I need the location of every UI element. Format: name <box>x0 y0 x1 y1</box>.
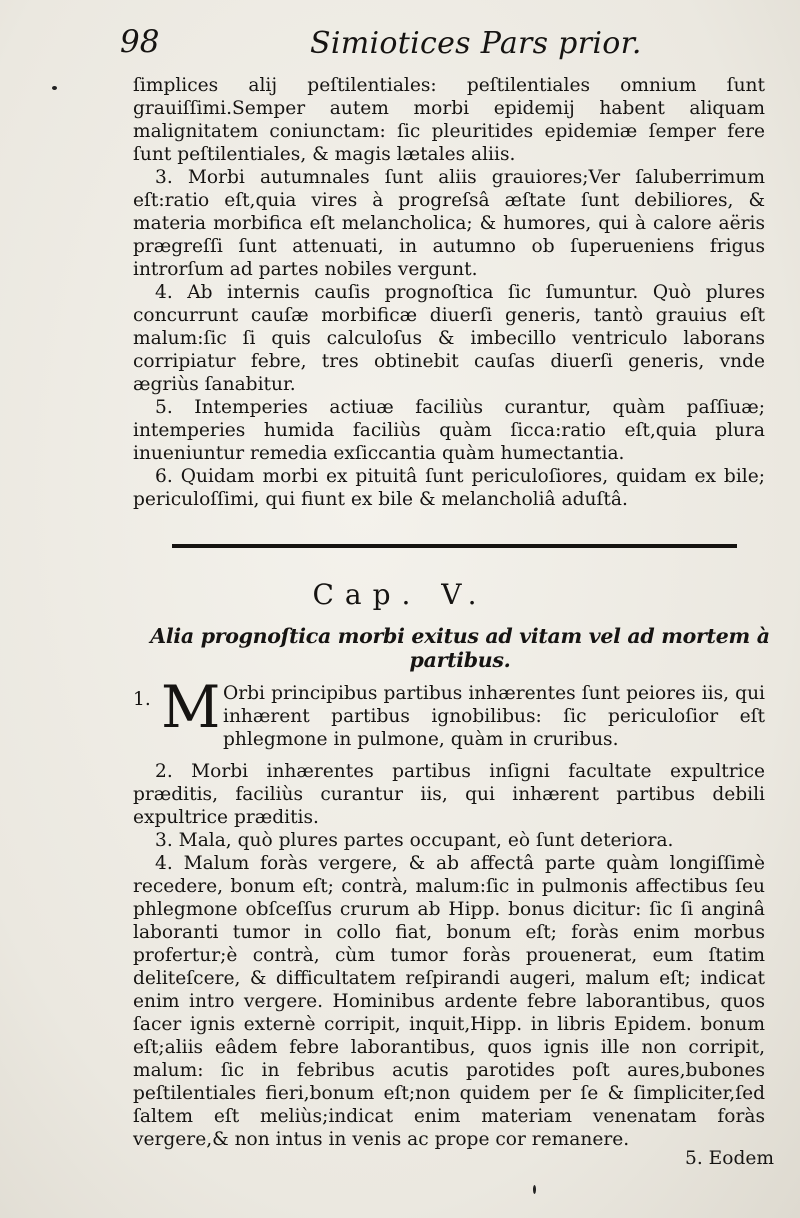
page-header <box>120 24 740 74</box>
paragraph-item-2: 2. Morbi inhærentes partibus inſigni facultate expultrice præditis, faciliùs curantur iis, qui inhærent partibus debili expultrice præditis. <box>133 761 765 828</box>
catchword: 5. Eodem <box>685 1148 774 1169</box>
first-item-text: Orbi principibus partibus inhærentes ſunt peiores iis, qui inhærent partibus ignobilibus: ſic periculoſior eſt phlegmone in pulmone, quàm in cruribus. <box>223 683 765 750</box>
paragraph-item-3b: 3. Mala, quò plures partes occupant, eò ſunt deteriora. <box>155 830 674 851</box>
paragraph-continuation: ſimplices alij peſtilentiales: peſtilentiales omnium ſunt grauiſſimi.Semper autem morbi epidemij habent aliquam malignitatem coniunctam: ſic pleuritides epidemiæ ſemper fere ſunt peſtilentiales, & magis lætales aliis. <box>133 75 765 165</box>
drop-cap: M <box>161 673 221 741</box>
item-number: 1. <box>133 689 151 710</box>
running-title: Simiotices Pars prior. <box>310 26 642 61</box>
paragraph-item-4b: 4. Malum foràs vergere, & ab affectâ parte quàm longiſſimè recedere, bonum eſt; contrà, malum:ſic in pulmonis affectibus ſeu phlegmone obſceſſus crurum ab Hipp. bonus dicitur: ſic ſi anginâ laboranti tumor in collo fiat, bonum eſt; foràs enim morbus profertur;è contrà, cùm tumor foràs prouenerat, eum ſtatim deliteſcere, & difficultatem reſpirandi augeri, malum eſt; indicat enim intro vergere. Hominibus ardente febre laborantibus, quos ſacer ignis externè corripit, inquit,Hipp. in libris Epidem. bonum eſt;aliis eâdem febre laborantibus, quos ignis ille non corripit, malum: ſic in febribus acutis parotides poſt aures,bubones peſtilentiales fieri,bonum eſt;non quidem per ſe & ſimpliciter,ſed ſaltem eſt meliùs;indicat enim materiam venenatam foràs vergere,& non intus in venis ac prope cor remanere. <box>133 853 765 1150</box>
lower-text-block <box>133 760 765 1151</box>
paragraph-item-3: 3. Morbi autumnales ſunt aliis grauiores;Ver ſaluberrimum eſt:ratio eſt,quia vires à progreſsâ æſtate ſunt debiliores, & materia morbifica eſt melancholica; & humores, qui à calore aëris prægreſſi ſunt attenuati, in autumno ob ſuperueniens frigus introrſum ad partes nobiles vergunt. <box>133 167 765 280</box>
paragraph-item-4: 4. Ab internis cauſis prognoſtica ſic ſumuntur. Quò plures concurrunt cauſæ morbificæ diuerſi generis, tantò grauius eſt malum:ſic ſi quis calculoſus & imbecillo ventriculo laborans corripiatur febre, tres obtinebit cauſas diuerſi generis, vnde ægriùs ſanabitur. <box>133 282 765 395</box>
ink-speck <box>533 1185 536 1194</box>
upper-text-block <box>133 74 765 511</box>
paragraph-item-6: 6. Quidam morbi ex pituitâ ſunt periculoſiores, quidam ex bile; periculoſſimi, qui fiunt ex bile & melancholiâ aduſtâ. <box>133 466 765 510</box>
chapter-subtitle: Alia prognoſtica morbi exitus ad vitam vel ad mortem à partibus. <box>150 624 770 672</box>
section-divider <box>172 544 737 548</box>
ink-speck <box>52 86 57 90</box>
paragraph-item-5: 5. Intemperies actiuæ faciliùs curantur, quàm paſſiuæ; intemperies humida faciliùs quàm ſicca:ratio eſt,quia plura inueniuntur remedia exſiccantia quàm humectantia. <box>133 397 765 464</box>
page-number: 98 <box>120 24 160 60</box>
first-item-block <box>133 673 765 751</box>
chapter-title: Cap. V. <box>312 578 488 611</box>
